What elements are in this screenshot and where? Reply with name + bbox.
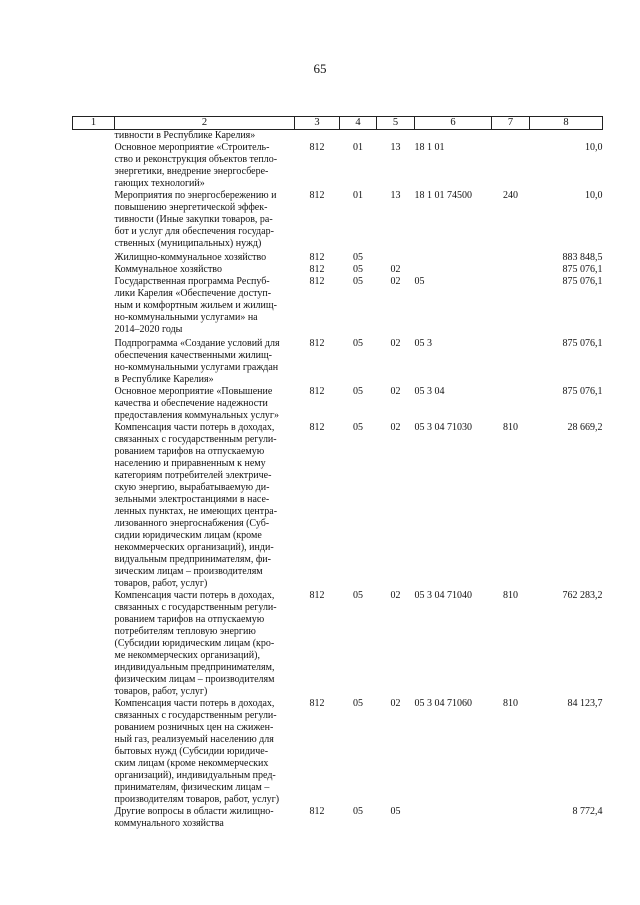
- section-code: 05: [353, 338, 363, 349]
- blank-cell: [73, 130, 115, 143]
- expense-type-code: [492, 806, 530, 830]
- blank-cell: [73, 264, 115, 276]
- table-row: [73, 276, 603, 336]
- ministry-code: 812: [309, 190, 325, 201]
- row-name: Коммунальное хозяйство: [114, 264, 222, 275]
- section-code: 05: [353, 252, 363, 263]
- amount: 8 772,4: [572, 806, 603, 817]
- row-name: тивности в Республике Карелия»: [114, 130, 256, 141]
- expense-type-code: 240: [503, 190, 518, 201]
- amount: 875 076,1: [562, 264, 603, 275]
- amount: [530, 130, 603, 143]
- amount: 875 076,1: [562, 276, 603, 287]
- amount: 28 669,2: [567, 422, 603, 433]
- row-name: Другие вопросы в области жилищно- коммунального хозяйства: [114, 806, 274, 829]
- target-article-code: 05 3 04 71040: [414, 590, 472, 601]
- amount: 883 848,5: [562, 252, 603, 263]
- table-row: [73, 806, 603, 830]
- row-name: Компенсация части потерь в доходах, связанных с государственным регули- рованием тарифов на отпускаемую населению и приравненным к нему категориям потребителей электриче- скую энергию, вырабатываемую ди- зельными электростанциями в насе- ленных пунктах, не имеющих центра- лизованного энергоснабжения (Суб- сидии юридическим лицам (кроме некоммерческих организаций), инди- видуальным предпринимателям, фи- зическим лицам – производителям товаров, работ, услуг): [114, 422, 278, 589]
- table-row: [73, 698, 603, 806]
- row-name: Основное мероприятие «Строитель- ство и реконструкция объектов тепло- энергетики, внедрение энергосбере- гающих технологий»: [114, 142, 278, 189]
- blank-cell: [73, 190, 115, 250]
- table-row: [73, 386, 603, 422]
- section-code: 01: [353, 142, 363, 153]
- row-name: Жилищно-коммунальное хозяйство: [114, 252, 267, 263]
- ministry-code: 812: [309, 806, 325, 817]
- ministry-code: 812: [309, 338, 325, 349]
- row-name: Основное мероприятие «Повышение качества и обеспечение надежности предоставления коммунальных услуг»: [114, 386, 280, 421]
- column-header: 8: [530, 117, 603, 130]
- subsection-code: 13: [390, 190, 401, 201]
- subsection-code: 02: [390, 264, 401, 275]
- table-row: [73, 250, 603, 264]
- section-code: 05: [353, 264, 363, 275]
- blank-cell: [73, 276, 115, 336]
- row-name: Государственная программа Респуб- лики Карелия «Обеспечение доступ- ным и комфортным жильем и жилищ- но-коммунальными услугами» на 2014–2020 годы: [114, 276, 277, 335]
- target-article-code: 05: [414, 276, 425, 287]
- amount: 10,0: [585, 190, 603, 201]
- expense-type-code: 810: [503, 698, 518, 709]
- target-article-code: 05 3 04 71060: [414, 698, 472, 709]
- blank-cell: [73, 422, 115, 590]
- blank-cell: [73, 142, 115, 190]
- table-row: [73, 336, 603, 386]
- expense-type-code: [492, 142, 530, 190]
- subsection-code: 02: [390, 590, 401, 601]
- section-code: 05: [353, 698, 363, 709]
- subsection-code: 02: [390, 338, 401, 349]
- section-code: 05: [353, 276, 363, 287]
- expense-type-code: [492, 250, 530, 264]
- ministry-code: 812: [309, 142, 325, 153]
- page-number: 65: [313, 61, 327, 76]
- column-header: 6: [415, 117, 492, 130]
- target-article-code: [415, 250, 492, 264]
- section-code: 05: [353, 590, 363, 601]
- ministry-code: [295, 130, 340, 143]
- target-article-code: [415, 806, 492, 830]
- ministry-code: 812: [309, 252, 325, 263]
- amount: 762 283,2: [562, 590, 603, 601]
- section-code: 05: [353, 422, 363, 433]
- subsection-code: [377, 250, 415, 264]
- expense-type-code: [492, 264, 530, 276]
- target-article-code: [415, 264, 492, 276]
- target-article-code: 18 1 01 74500: [414, 190, 472, 201]
- column-header: 4: [340, 117, 377, 130]
- expense-type-code: [492, 336, 530, 386]
- column-header: 1: [73, 117, 115, 130]
- blank-cell: [73, 336, 115, 386]
- ministry-code: 812: [309, 590, 325, 601]
- section-code: [340, 130, 377, 143]
- subsection-code: 13: [390, 142, 401, 153]
- subsection-code: 02: [390, 698, 401, 709]
- row-name: Компенсация части потерь в доходах, связанных с государственным регули- рованием розничных цен на сжижен- ный газ, реализуемый населению для бытовых нужд (Субсидии юридиче- ским лицам (кроме некоммерческих организаций), индивидуальным пред- принимателям, физическим лицам – производителям товаров, работ, услуг): [114, 698, 280, 805]
- subsection-code: 02: [390, 386, 401, 397]
- expense-type-code: [492, 130, 530, 143]
- section-code: 01: [353, 190, 363, 201]
- subsection-code: 02: [390, 276, 401, 287]
- target-article-code: 05 3 04 71030: [414, 422, 472, 433]
- target-article-code: [415, 130, 492, 143]
- table-row: [73, 142, 603, 190]
- column-header: 3: [295, 117, 340, 130]
- column-header: 7: [492, 117, 530, 130]
- amount: 84 123,7: [567, 698, 603, 709]
- budget-table: [72, 116, 603, 830]
- target-article-code: 05 3 04: [414, 386, 445, 397]
- section-code: 05: [353, 386, 363, 397]
- column-header-row: [73, 117, 603, 130]
- blank-cell: [73, 386, 115, 422]
- table-row: [73, 130, 603, 143]
- amount: 875 076,1: [562, 338, 603, 349]
- subsection-code: [377, 130, 415, 143]
- ministry-code: 812: [309, 276, 325, 287]
- ministry-code: 812: [309, 386, 325, 397]
- expense-type-code: 810: [503, 422, 518, 433]
- ministry-code: 812: [309, 264, 325, 275]
- amount: 10,0: [585, 142, 603, 153]
- target-article-code: 05 3: [414, 338, 432, 349]
- column-header: 2: [115, 117, 295, 130]
- expense-type-code: [492, 276, 530, 336]
- ministry-code: 812: [309, 698, 325, 709]
- subsection-code: 02: [390, 422, 401, 433]
- amount: 875 076,1: [562, 386, 603, 397]
- blank-cell: [73, 590, 115, 698]
- table-row: [73, 190, 603, 250]
- expense-type-code: [492, 386, 530, 422]
- column-header: 5: [377, 117, 415, 130]
- blank-cell: [73, 698, 115, 806]
- ministry-code: 812: [309, 422, 325, 433]
- table-row: [73, 422, 603, 590]
- subsection-code: 05: [390, 806, 401, 817]
- table-row: [73, 590, 603, 698]
- blank-cell: [73, 806, 115, 830]
- section-code: 05: [353, 806, 363, 817]
- row-name: Подпрограмма «Создание условий для обеспечения качественными жилищ- но-коммунальными услугами граждан в Республике Карелия»: [114, 338, 280, 385]
- table-row: [73, 264, 603, 276]
- row-name: Мероприятия по энергосбережению и повышению энергетической эффек- тивности (Иные закупки товаров, ра- бот и услуг для обеспечения государ- ственных (муниципальных) нужд): [114, 190, 277, 249]
- target-article-code: 18 1 01: [414, 142, 445, 153]
- blank-cell: [73, 250, 115, 264]
- row-name: Компенсация части потерь в доходах, связанных с государственным регули- рованием тарифов на отпускаемую потребителям тепловую энергию (Субсидии юридическим лицам (кро- ме некоммерческих организаций), индивидуальным предпринимателям, физическим лицам – производителям товаров, работ, услуг): [114, 590, 277, 697]
- expense-type-code: 810: [503, 590, 518, 601]
